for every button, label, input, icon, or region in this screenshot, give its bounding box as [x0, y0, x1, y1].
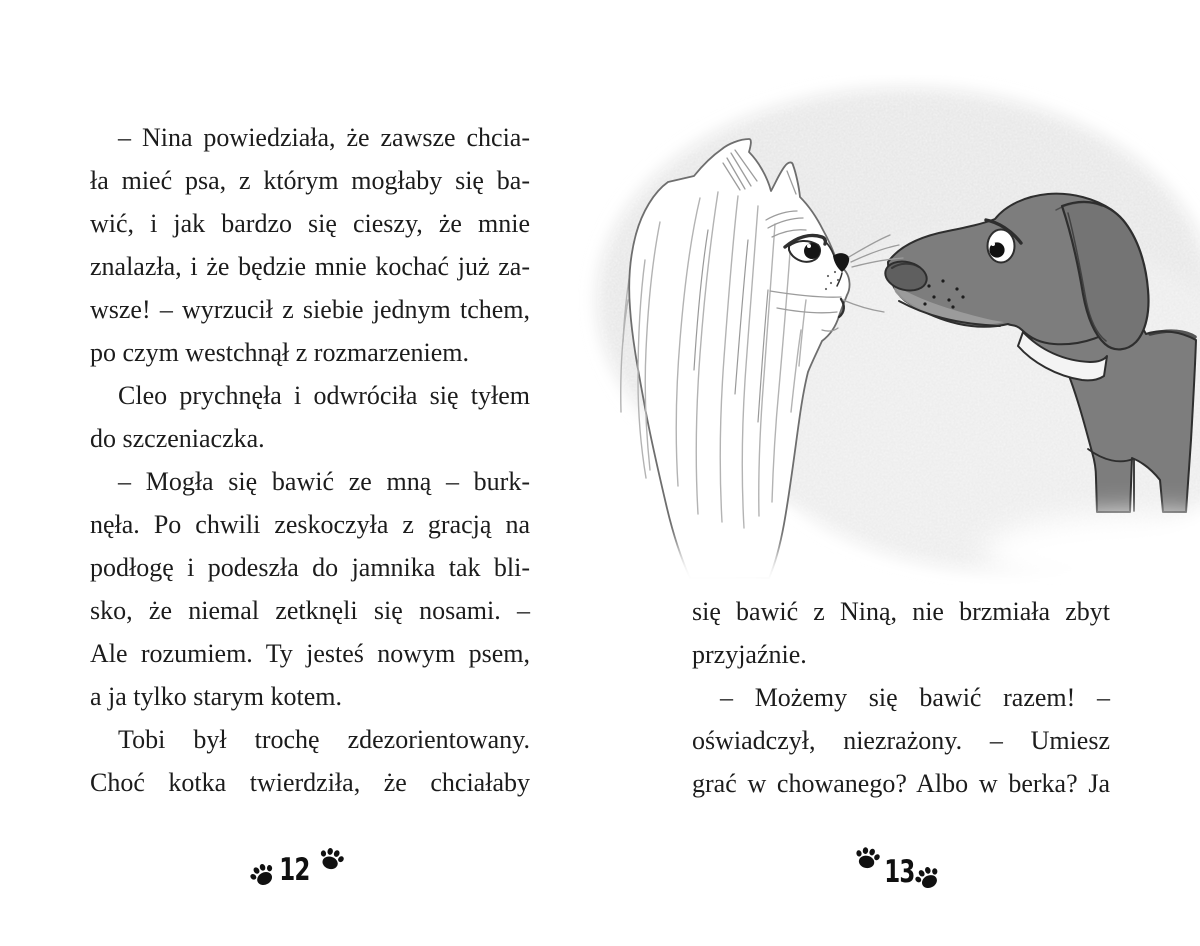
story-text-left	[90, 116, 530, 804]
text-line: znalazła, i że będzie mnie kochać już za-	[90, 252, 530, 281]
paw-print-icon	[314, 841, 348, 875]
text-line: – Możemy się bawić razem! –	[720, 683, 1110, 712]
text-line: Ale rozumiem. Ty jesteś nowym psem,	[90, 639, 530, 668]
text-line: się bawić z Niną, nie brzmiała zbyt	[692, 597, 1110, 626]
paw-print-icon	[909, 859, 945, 895]
page-number: 12	[279, 852, 310, 888]
text-line: a ja tylko starym kotem.	[90, 682, 343, 711]
text-line: przyjaźnie.	[692, 640, 807, 669]
text-line: ła mieć psa, z którym mogłaby się ba-	[90, 166, 530, 195]
text-line: nęła. Po chwili zeskoczyła z gracją na	[90, 510, 530, 539]
text-line: wsze! – wyrzucił z siebie jednym tchem,	[90, 295, 530, 324]
text-line: Cleo prychnęła i odwróciła się tyłem	[118, 381, 530, 410]
text-line: grać w chowanego? Albo w berka? Ja	[692, 769, 1110, 798]
text-line: po czym westchnął z rozmarzeniem.	[90, 338, 469, 367]
story-text-right	[692, 590, 1110, 805]
text-line: do szczeniaczka.	[90, 424, 265, 453]
paw-print-icon	[244, 856, 281, 893]
text-line: podłogę i podeszła do jamnika tak bli-	[90, 553, 530, 582]
text-line: wić, i jak bardzo się cieszy, że mnie	[90, 209, 530, 238]
paw-print-icon	[851, 841, 883, 873]
text-line: sko, że niemal zetknęli się nosami. –	[90, 596, 530, 625]
page-number: 13	[884, 854, 915, 890]
text-line: Choć kotka twierdziła, że chciałaby	[90, 768, 530, 797]
text-line: Tobi był trochę zdezorientowany.	[118, 725, 530, 754]
text-line: oświadczył, niezrażony. – Umiesz	[692, 726, 1110, 755]
text-line: – Nina powiedziała, że zawsze chcia-	[118, 123, 530, 152]
page-13	[600, 0, 1200, 946]
text-line: – Mogła się bawić ze mną – burk-	[118, 467, 530, 496]
